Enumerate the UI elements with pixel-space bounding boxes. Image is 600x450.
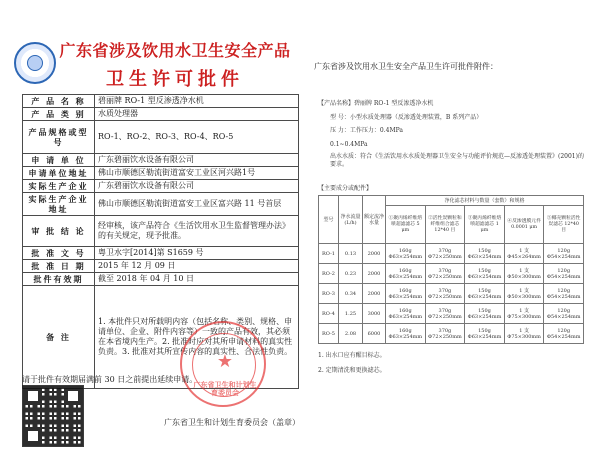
spec-part4: 1 支 Φ50×300mm bbox=[504, 264, 544, 284]
row-value: 佛山市顺德区勒流街道富安工业区河兴路1号 bbox=[95, 167, 299, 180]
spec-model: RO-3 bbox=[319, 284, 339, 304]
spec-part3: 150g Φ63×254mm bbox=[465, 304, 505, 324]
spec-header-part1: ①聚丙烯纤维熔喷超滤滤芯 5 μm bbox=[386, 206, 426, 244]
spec-flow: 2.08 bbox=[339, 324, 363, 344]
product-name-line: 【产品名称】碧丽牌 RO-1 型反渗透净水机 bbox=[318, 100, 434, 107]
row-key: 产品规格或型号 bbox=[23, 121, 95, 154]
seal-text: 广东省卫生和计划生育委员会 bbox=[193, 380, 257, 397]
row-value: 佛山市顺德区勒流街道富安工业区富兴路 11 号首层 bbox=[95, 193, 299, 216]
row-value: 碧丽牌 RO-1 型反渗透净水机 bbox=[95, 95, 299, 108]
notes-key: 备 注 bbox=[23, 286, 95, 389]
row-value: 水质处理器 bbox=[95, 108, 299, 121]
spec-header-part5: ⑤椰壳颗粒活性炭滤芯 12*40 目 bbox=[544, 206, 584, 244]
spec-part5: 120g Φ54×254mm bbox=[544, 324, 584, 344]
spec-part4: 1 支 Φ50×300mm bbox=[504, 284, 544, 304]
row-key: 申请单位地址 bbox=[23, 167, 95, 180]
spec-flow: 0.34 bbox=[339, 284, 363, 304]
spec-header-part3: ③聚丙烯纤维熔喷超滤滤芯 1 μm bbox=[465, 206, 505, 244]
row-value: 广东碧丽饮水设备有限公司 bbox=[95, 154, 299, 167]
spec-header-part4: ④反渗透膜元件 0.0001 μm bbox=[504, 206, 544, 244]
spec-header-part2: ②活性炭颗粒和纤维组合滤芯 12*40 目 bbox=[425, 206, 465, 244]
note-2: 2. 定期清洗和更换滤芯。 bbox=[318, 367, 386, 374]
seal-star-icon: ★ bbox=[216, 351, 234, 372]
notes-value: 1. 本批件只对所载明内容（包括名称、类别、规格、申请单位、企业、附件内容等）一致的产品有效，其必须在本省境内生产。2. 批准时应对其所申请材料的真实性负责。3. 批准对其所宣传内容的真实性、合法性负责。 bbox=[95, 286, 299, 389]
spec-part1: 160g Φ63×254mm bbox=[386, 304, 426, 324]
row-key: 申 请 单 位 bbox=[23, 154, 95, 167]
pressure-line: 压 力：工作压力：0.4MPa bbox=[330, 127, 403, 134]
row-value: 经审核，该产品符合《生活饮用水卫生监督管理办法》的有关规定，现予批准。 bbox=[95, 216, 299, 247]
spec-part5: 120g Φ54×254mm bbox=[544, 244, 584, 264]
certificate-subtitle: 卫生许可批件 bbox=[106, 69, 244, 90]
spec-part5: 120g Φ54×254mm bbox=[544, 284, 584, 304]
spec-flow: 0.23 bbox=[339, 264, 363, 284]
spec-part2: 370g Φ72×250mm bbox=[425, 324, 465, 344]
attachment-title: 广东省涉及饮用水卫生安全产品卫生许可批件附件： bbox=[314, 62, 498, 71]
row-value: 2015 年 12 月 09 日 bbox=[95, 260, 299, 273]
spec-header-group: 净化滤芯材料与数量（套数）和规格 bbox=[386, 196, 584, 206]
spec-model: RO-2 bbox=[319, 264, 339, 284]
spec-model: RO-5 bbox=[319, 324, 339, 344]
spec-part1: 160g Φ63×254mm bbox=[386, 244, 426, 264]
spec-table bbox=[318, 195, 584, 344]
spec-pressure: 2000 bbox=[363, 264, 386, 284]
spec-part1: 160g Φ63×254mm bbox=[386, 264, 426, 284]
spec-model: RO-4 bbox=[319, 304, 339, 324]
row-key: 审 批 结 论 bbox=[23, 216, 95, 247]
emblem-center-icon bbox=[27, 55, 43, 71]
issuer-line: 广东省卫生和计划生育委员会（盖章） bbox=[164, 418, 300, 427]
spec-header-model: 型号 bbox=[319, 196, 339, 244]
certificate-title: 广东省涉及饮用水卫生安全产品 bbox=[59, 41, 291, 60]
spec-part3: 150g Φ63×254mm bbox=[465, 244, 505, 264]
row-key: 批件有效期 bbox=[23, 273, 95, 286]
spec-flow: 1.25 bbox=[339, 304, 363, 324]
row-key: 实际生产企业 bbox=[23, 180, 95, 193]
row-value: 截至 2018 年 04 月 10 日 bbox=[95, 273, 299, 286]
spec-pressure: 2000 bbox=[363, 244, 386, 264]
validity-note: 请于批件有效期届满前 30 日之前提出延续申请。 bbox=[22, 375, 198, 384]
row-value: RO-1、RO-2、RO-3、RO-4、RO-5 bbox=[95, 121, 299, 154]
section-title: 【主要成分或配件】 bbox=[318, 185, 373, 192]
spec-part2: 370g Φ72×250mm bbox=[425, 284, 465, 304]
qr-code bbox=[22, 385, 84, 447]
spec-header-flow: 净水流量(L/h) bbox=[339, 196, 363, 244]
spec-part1: 160g Φ63×254mm bbox=[386, 284, 426, 304]
row-key: 批 准 文 号 bbox=[23, 247, 95, 260]
pressure-range-line: 0.1~0.4MPa bbox=[330, 141, 368, 148]
row-key: 产 品 名 称 bbox=[23, 95, 95, 108]
spec-part4: 1 支 Φ75×300mm bbox=[504, 324, 544, 344]
qr-finder-icon bbox=[25, 428, 41, 444]
type-line: 型 号：小型水质处理器（反渗透处理装置，B 系列产品） bbox=[330, 114, 483, 121]
row-value: 粤卫水字[2014]第 S1659 号 bbox=[95, 247, 299, 260]
spec-part2: 370g Φ72×250mm bbox=[425, 304, 465, 324]
attachment-page bbox=[300, 4, 596, 446]
spec-part2: 370g Φ72×250mm bbox=[425, 264, 465, 284]
spec-header-pressure: 额定流净水量 bbox=[363, 196, 386, 244]
spec-part3: 150g Φ63×254mm bbox=[465, 324, 505, 344]
spec-part3: 150g Φ63×254mm bbox=[465, 264, 505, 284]
spec-part2: 370g Φ72×250mm bbox=[425, 244, 465, 264]
note-1: 1. 出水口应有醒目标志。 bbox=[318, 352, 386, 359]
row-key: 实际生产企业地址 bbox=[23, 193, 95, 216]
spec-part4: 1 支 Φ75×300mm bbox=[504, 304, 544, 324]
row-key: 产 品 类 别 bbox=[23, 108, 95, 121]
spec-model: RO-1 bbox=[319, 244, 339, 264]
spec-flow: 0.13 bbox=[339, 244, 363, 264]
row-value: 广东碧丽饮水设备有限公司 bbox=[95, 180, 299, 193]
row-key: 批 准 日 期 bbox=[23, 260, 95, 273]
spec-part1: 160g Φ63×254mm bbox=[386, 324, 426, 344]
spec-part5: 120g Φ54×254mm bbox=[544, 304, 584, 324]
spec-part3: 150g Φ63×254mm bbox=[465, 284, 505, 304]
spec-pressure: 6000 bbox=[363, 324, 386, 344]
official-seal bbox=[180, 321, 266, 407]
spec-pressure: 3000 bbox=[363, 304, 386, 324]
effluent-line: 出水水质：符合《生活饮用水水质处理器卫生安全与功能评价规范—反渗透处理装置》(2001)的要求。 bbox=[330, 153, 584, 168]
certificate-page bbox=[4, 4, 300, 446]
spec-pressure: 2000 bbox=[363, 284, 386, 304]
qr-finder-icon bbox=[65, 388, 81, 404]
spec-part5: 120g Φ54×254mm bbox=[544, 264, 584, 284]
spec-part4: 1 支 Φ45×264mm bbox=[504, 244, 544, 264]
qr-finder-icon bbox=[25, 388, 41, 404]
